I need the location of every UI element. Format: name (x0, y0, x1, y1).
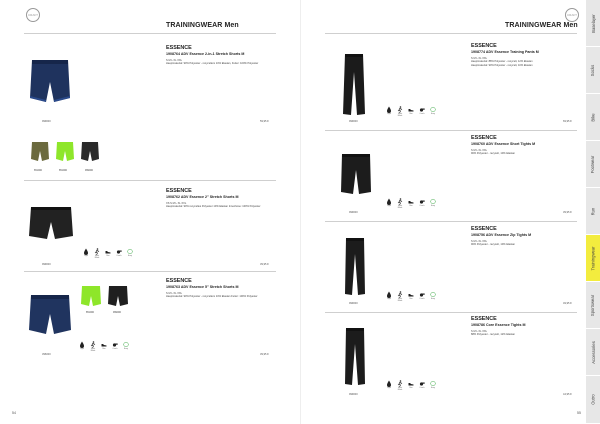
product-image-2in1-shorts (28, 56, 72, 106)
header-gender: Men (224, 22, 239, 29)
runner-icon (396, 198, 404, 209)
icon-caption: Run (102, 348, 106, 350)
product-series: ESSENCE (471, 135, 497, 141)
icon-caption: Easy (431, 387, 435, 389)
product-code: 396000 (42, 353, 51, 356)
product-block-3 (166, 278, 276, 299)
icon-caption: Coach (419, 298, 425, 300)
product-series: ESSENCE (166, 45, 192, 51)
runner-icon (93, 248, 101, 259)
icon-caption: Sport Mode (397, 387, 403, 391)
tab-label: Sportswear (590, 294, 596, 316)
brand-logo: CRAFT (565, 8, 579, 22)
tab-run[interactable] (586, 188, 600, 235)
icon-caption: Run (409, 205, 413, 207)
whistle-icon (418, 198, 426, 207)
product-name: 1908774 ADV Essence Training Pants M (471, 50, 539, 54)
tab-label: Socks (590, 64, 596, 76)
tab-accessories[interactable] (586, 329, 600, 376)
ring-icon (429, 198, 437, 207)
product-series: ESSENCE (471, 316, 497, 322)
product-sizes: S M L XL XXL (471, 240, 488, 243)
icon-caption: Coach (112, 348, 118, 350)
variant-lime-shorts (80, 284, 102, 308)
icon-caption: Coach (419, 205, 425, 207)
tab-label: Trainingwear (590, 245, 596, 271)
variant-code: 651000 (34, 169, 42, 172)
product-name: 1908786 Core Essence Tights M (471, 323, 526, 327)
product-block-2 (166, 188, 276, 209)
header-gender: Men (563, 22, 578, 29)
tab-trainingwear[interactable] (586, 235, 600, 282)
variant-olive-shorts (30, 140, 50, 162)
product-image-zip-tights (343, 236, 367, 298)
icon-caption: Run (409, 298, 413, 300)
variant-black-shorts (80, 140, 100, 162)
feature-icons (82, 248, 134, 259)
ring-icon (429, 291, 437, 300)
product-image-training-pants (341, 52, 367, 118)
tab-sportswear[interactable] (586, 282, 600, 329)
product-code: 999000 (349, 393, 358, 396)
section-divider (325, 130, 577, 131)
variant-code: 851000 (59, 169, 67, 172)
runner-icon (89, 341, 97, 352)
product-block-1 (166, 45, 276, 66)
feature-icons (78, 341, 130, 352)
icon-caption: Easy (431, 205, 435, 207)
icon-caption: Sport Mode (397, 113, 403, 117)
product-sizes: S M L XL XXL (166, 59, 183, 62)
tab-outro[interactable] (586, 376, 600, 424)
icon-caption: Light (387, 298, 391, 300)
header-title: TRAININGWEAR (166, 22, 223, 29)
runner-icon (396, 106, 404, 117)
feature-icons (385, 291, 437, 302)
icon-caption: Coach (419, 113, 425, 115)
product-material-secondary: Hauptmaterial: 90% Polyester - recycelt, 10% Elastan (471, 63, 533, 67)
tab-label: Outro (590, 394, 596, 405)
product-image-core-tights (343, 326, 367, 388)
section-divider (24, 180, 276, 181)
product-material: Hauptmaterial: 90% Polyester - recyceltem 10% Elastan Futter: 100% Polyester (166, 295, 258, 299)
feature-icons (385, 106, 437, 117)
icon-caption: Easy (431, 298, 435, 300)
icon-caption: Easy (128, 255, 132, 257)
tab-socks[interactable] (586, 47, 600, 94)
product-sizes: S M L XL XXL (471, 330, 488, 333)
shoe-icon (407, 106, 415, 115)
product-code: 999000 (349, 302, 358, 305)
product-name: 1908762 ADV Essence 2" Stretch Shorts M (166, 195, 239, 199)
product-code: 999000 (42, 120, 51, 123)
section-divider (325, 221, 577, 222)
tab-label: Footwear (590, 155, 596, 173)
shoe-icon (407, 198, 415, 207)
product-sizes: S M L XL XXL (471, 57, 488, 60)
variant-code: 851000 (86, 311, 94, 314)
section-divider (325, 312, 577, 313)
tab-label: Baselayer (590, 13, 596, 33)
variant-code: 999000 (85, 169, 93, 172)
product-block-r2 (471, 135, 575, 156)
whistle-icon (418, 291, 426, 300)
icon-caption: Sport Mode (94, 255, 100, 259)
shoe-icon (100, 341, 108, 350)
product-block-r4 (471, 316, 575, 337)
icon-caption: Run (409, 113, 413, 115)
product-price: 59,95 € (260, 120, 269, 123)
whistle-icon (115, 248, 123, 257)
product-code: 999000 (42, 263, 51, 266)
tab-label: Bike (590, 112, 596, 122)
tab-bike[interactable] (586, 94, 600, 141)
product-sizes: S M L XL XXL (471, 149, 488, 152)
product-name: 1908760 ADV Essence Short Tights M (471, 142, 536, 146)
icon-caption: Coach (419, 387, 425, 389)
product-block-r3 (471, 226, 575, 247)
ring-icon (429, 106, 437, 115)
page-header (505, 22, 578, 29)
header-divider (325, 33, 577, 34)
product-price: 44,95 € (563, 393, 572, 396)
drop-icon (82, 248, 90, 257)
drop-icon (385, 198, 393, 207)
page-number: 54 (12, 411, 16, 415)
icon-caption: Run (106, 255, 110, 257)
right-page (300, 0, 600, 424)
tab-label: Run (590, 207, 596, 215)
variant-code: 999000 (113, 311, 121, 314)
runner-icon (396, 380, 404, 391)
product-series: ESSENCE (166, 278, 192, 284)
drop-icon (385, 380, 393, 389)
shoe-icon (407, 291, 415, 300)
whistle-icon (418, 106, 426, 115)
drop-icon (385, 291, 393, 300)
product-price: 39,95 € (260, 353, 269, 356)
ring-icon (429, 380, 437, 389)
whistle-icon (418, 380, 426, 389)
tab-baselayer[interactable] (586, 0, 600, 47)
runner-icon (396, 291, 404, 302)
product-block-r1 (471, 43, 575, 67)
icon-caption: Light (387, 205, 391, 207)
product-sizes: S M L XL XXL (166, 292, 183, 295)
product-price: 49,95 € (563, 302, 572, 305)
product-series: ESSENCE (166, 188, 192, 194)
page-number: 55 (577, 411, 581, 415)
product-code: 999000 (349, 120, 358, 123)
ring-icon (122, 341, 130, 350)
whistle-icon (111, 341, 119, 350)
icon-caption: Sport Mode (397, 205, 403, 209)
tab-label: Accessories (590, 340, 596, 364)
icon-caption: Light (84, 255, 88, 257)
product-image-5in-shorts (28, 292, 72, 338)
icon-caption: Easy (431, 113, 435, 115)
page-header (166, 22, 239, 29)
product-material: Hauptmaterial: 88% Polyester - recycelt, 12% Elastan (471, 60, 533, 64)
product-sizes: XS S M L XL XXL (166, 202, 187, 205)
product-price: 39,95 € (563, 211, 572, 214)
product-series: ESSENCE (471, 226, 497, 232)
icon-caption: Sport Mode (397, 298, 403, 302)
product-name: 1908763 ADV Essence 5" Stretch Shorts M (166, 285, 239, 289)
product-name: 1908764 ADV Essence 2-in-1 Stretch Shorts M (166, 52, 245, 56)
drop-icon (78, 341, 86, 350)
variant-lime-shorts (55, 140, 75, 162)
product-material: 88% Polyester - recycelt, 12% Elastan (471, 333, 515, 337)
product-name: 1908756 ADV Essence Zip Tights M (471, 233, 532, 237)
icon-caption: Light (387, 387, 391, 389)
product-price: 39,95 € (260, 263, 269, 266)
feature-icons (385, 198, 437, 209)
product-series: ESSENCE (471, 43, 497, 49)
product-material: Hauptmaterial: 90% recyceltes Polyester 10% Elastan Innenhose: 100% Polyester (166, 205, 261, 209)
tab-footwear[interactable] (586, 141, 600, 188)
variant-black-shorts (107, 284, 129, 308)
header-divider (24, 33, 276, 34)
product-price: 69,95 € (563, 120, 572, 123)
product-image-2in-shorts (28, 204, 74, 242)
header-title: TRAININGWEAR (505, 22, 562, 29)
icon-caption: Run (409, 387, 413, 389)
product-material: Hauptmaterial: 90% Polyester - recyceltem 10% Elastan, Futter: 100% Polyester (166, 62, 259, 66)
icon-caption: Coach (116, 255, 122, 257)
icon-caption: Sport Mode (90, 348, 96, 352)
ring-icon (126, 248, 134, 257)
shoe-icon (407, 380, 415, 389)
product-code: 999000 (349, 211, 358, 214)
product-image-short-tights (339, 152, 373, 196)
product-material: 90% Polyester - recycelt, 10% Elastan (471, 152, 515, 156)
icon-caption: Light (387, 113, 391, 115)
icon-caption: Light (80, 348, 84, 350)
brand-logo: CRAFT (26, 8, 40, 22)
product-material: 90% Polyester - recycelt, 10% Elastan (471, 243, 515, 247)
section-divider (24, 271, 276, 272)
category-tabs (586, 0, 600, 424)
icon-caption: Easy (124, 348, 128, 350)
feature-icons (385, 380, 437, 391)
drop-icon (385, 106, 393, 115)
shoe-icon (104, 248, 112, 257)
